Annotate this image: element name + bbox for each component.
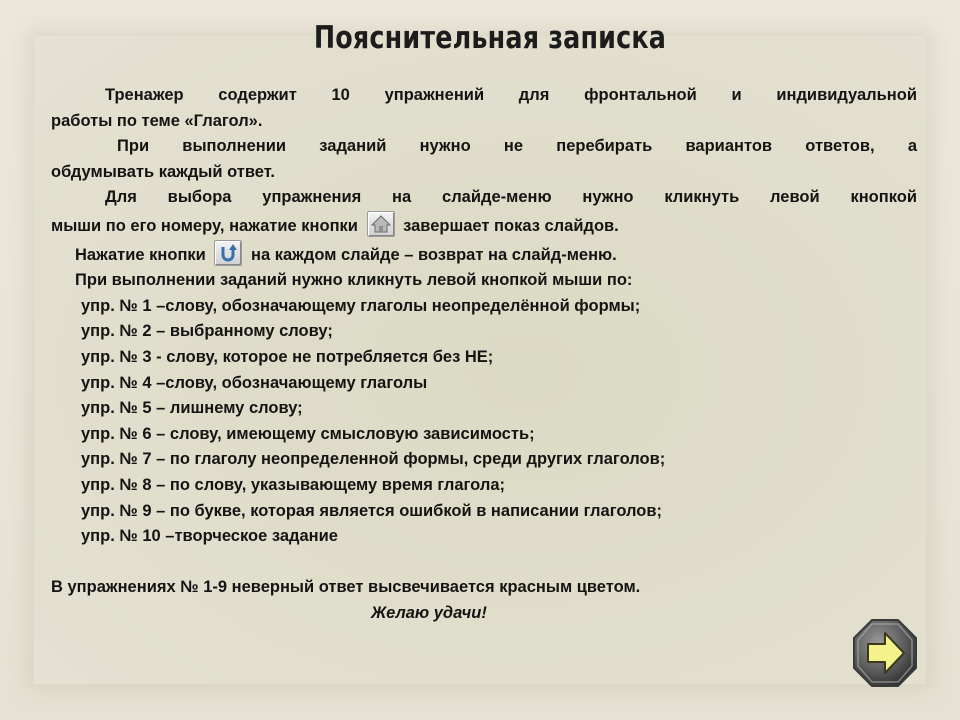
next-slide-button[interactable] [852,618,918,688]
home-button[interactable] [367,211,395,237]
paragraph-4-text-b: на каждом слайде – возврат на слайд-меню. [251,245,617,264]
return-arrow-icon [218,243,238,263]
exercise-item-8: упр. № 8 – по слову, указывающему время глагола; [81,475,505,494]
exercise-item-6: упр. № 6 – слову, имеющему смысловую зависимость; [81,424,535,443]
exercise-item-4: упр. № 4 –слову, обозначающему глаголы [81,373,428,392]
paragraph-3-line-2 [51,211,917,240]
paragraph-3-text-b: завершает показ слайдов. [403,216,619,235]
next-arrow-icon [852,618,918,688]
page-title: Пояснительная записка [313,20,667,56]
exercise-item-9: упр. № 9 – по букве, которая является ошибкой в написании глаголов; [81,501,662,520]
paragraph-3-text-a: мыши по его номеру, нажатие кнопки [51,216,358,235]
exercise-item-1: упр. № 1 –слову, обозначающему глаголы неопределённой формы; [81,296,641,315]
paragraph-3-line-1: Для выбора упражнения на слайде-меню нужно кликнуть левой кнопкой [105,188,917,207]
explanatory-text [51,83,917,626]
paragraph-1-line-2: работы по теме «Глагол». [51,111,263,130]
paragraph-2-line-2: обдумывать каждый ответ. [51,162,275,181]
exercise-item-2: упр. № 2 – выбранному слову; [81,322,333,341]
paragraph-5: При выполнении заданий нужно кликнуть левой кнопкой мыши по: [75,271,633,290]
exercise-item-3: упр. № 3 - слову, которое не потребляется без НЕ; [81,347,494,366]
home-icon [371,214,391,234]
footer-wish: Желаю удачи! [371,603,487,622]
footer-note: В упражнениях № 1-9 неверный ответ высвечивается красным цветом. [51,578,641,597]
return-button[interactable] [214,240,242,266]
exercise-item-5: упр. № 5 – лишнему слову; [81,399,303,418]
exercise-item-10: упр. № 10 –творческое задание [81,527,338,546]
paragraph-2-line-1: При выполнении заданий нужно не перебирать вариантов ответов, а [117,137,917,156]
spacer [51,550,917,576]
paragraph-4-text-a: Нажатие кнопки [75,245,206,264]
paragraph-4 [51,240,917,269]
exercise-item-7: упр. № 7 – по глаголу неопределенной формы, среди других глаголов; [81,450,666,469]
paragraph-1-line-1: Тренажер содержит 10 упражнений для фронтальной и индивидуальной [105,86,917,104]
